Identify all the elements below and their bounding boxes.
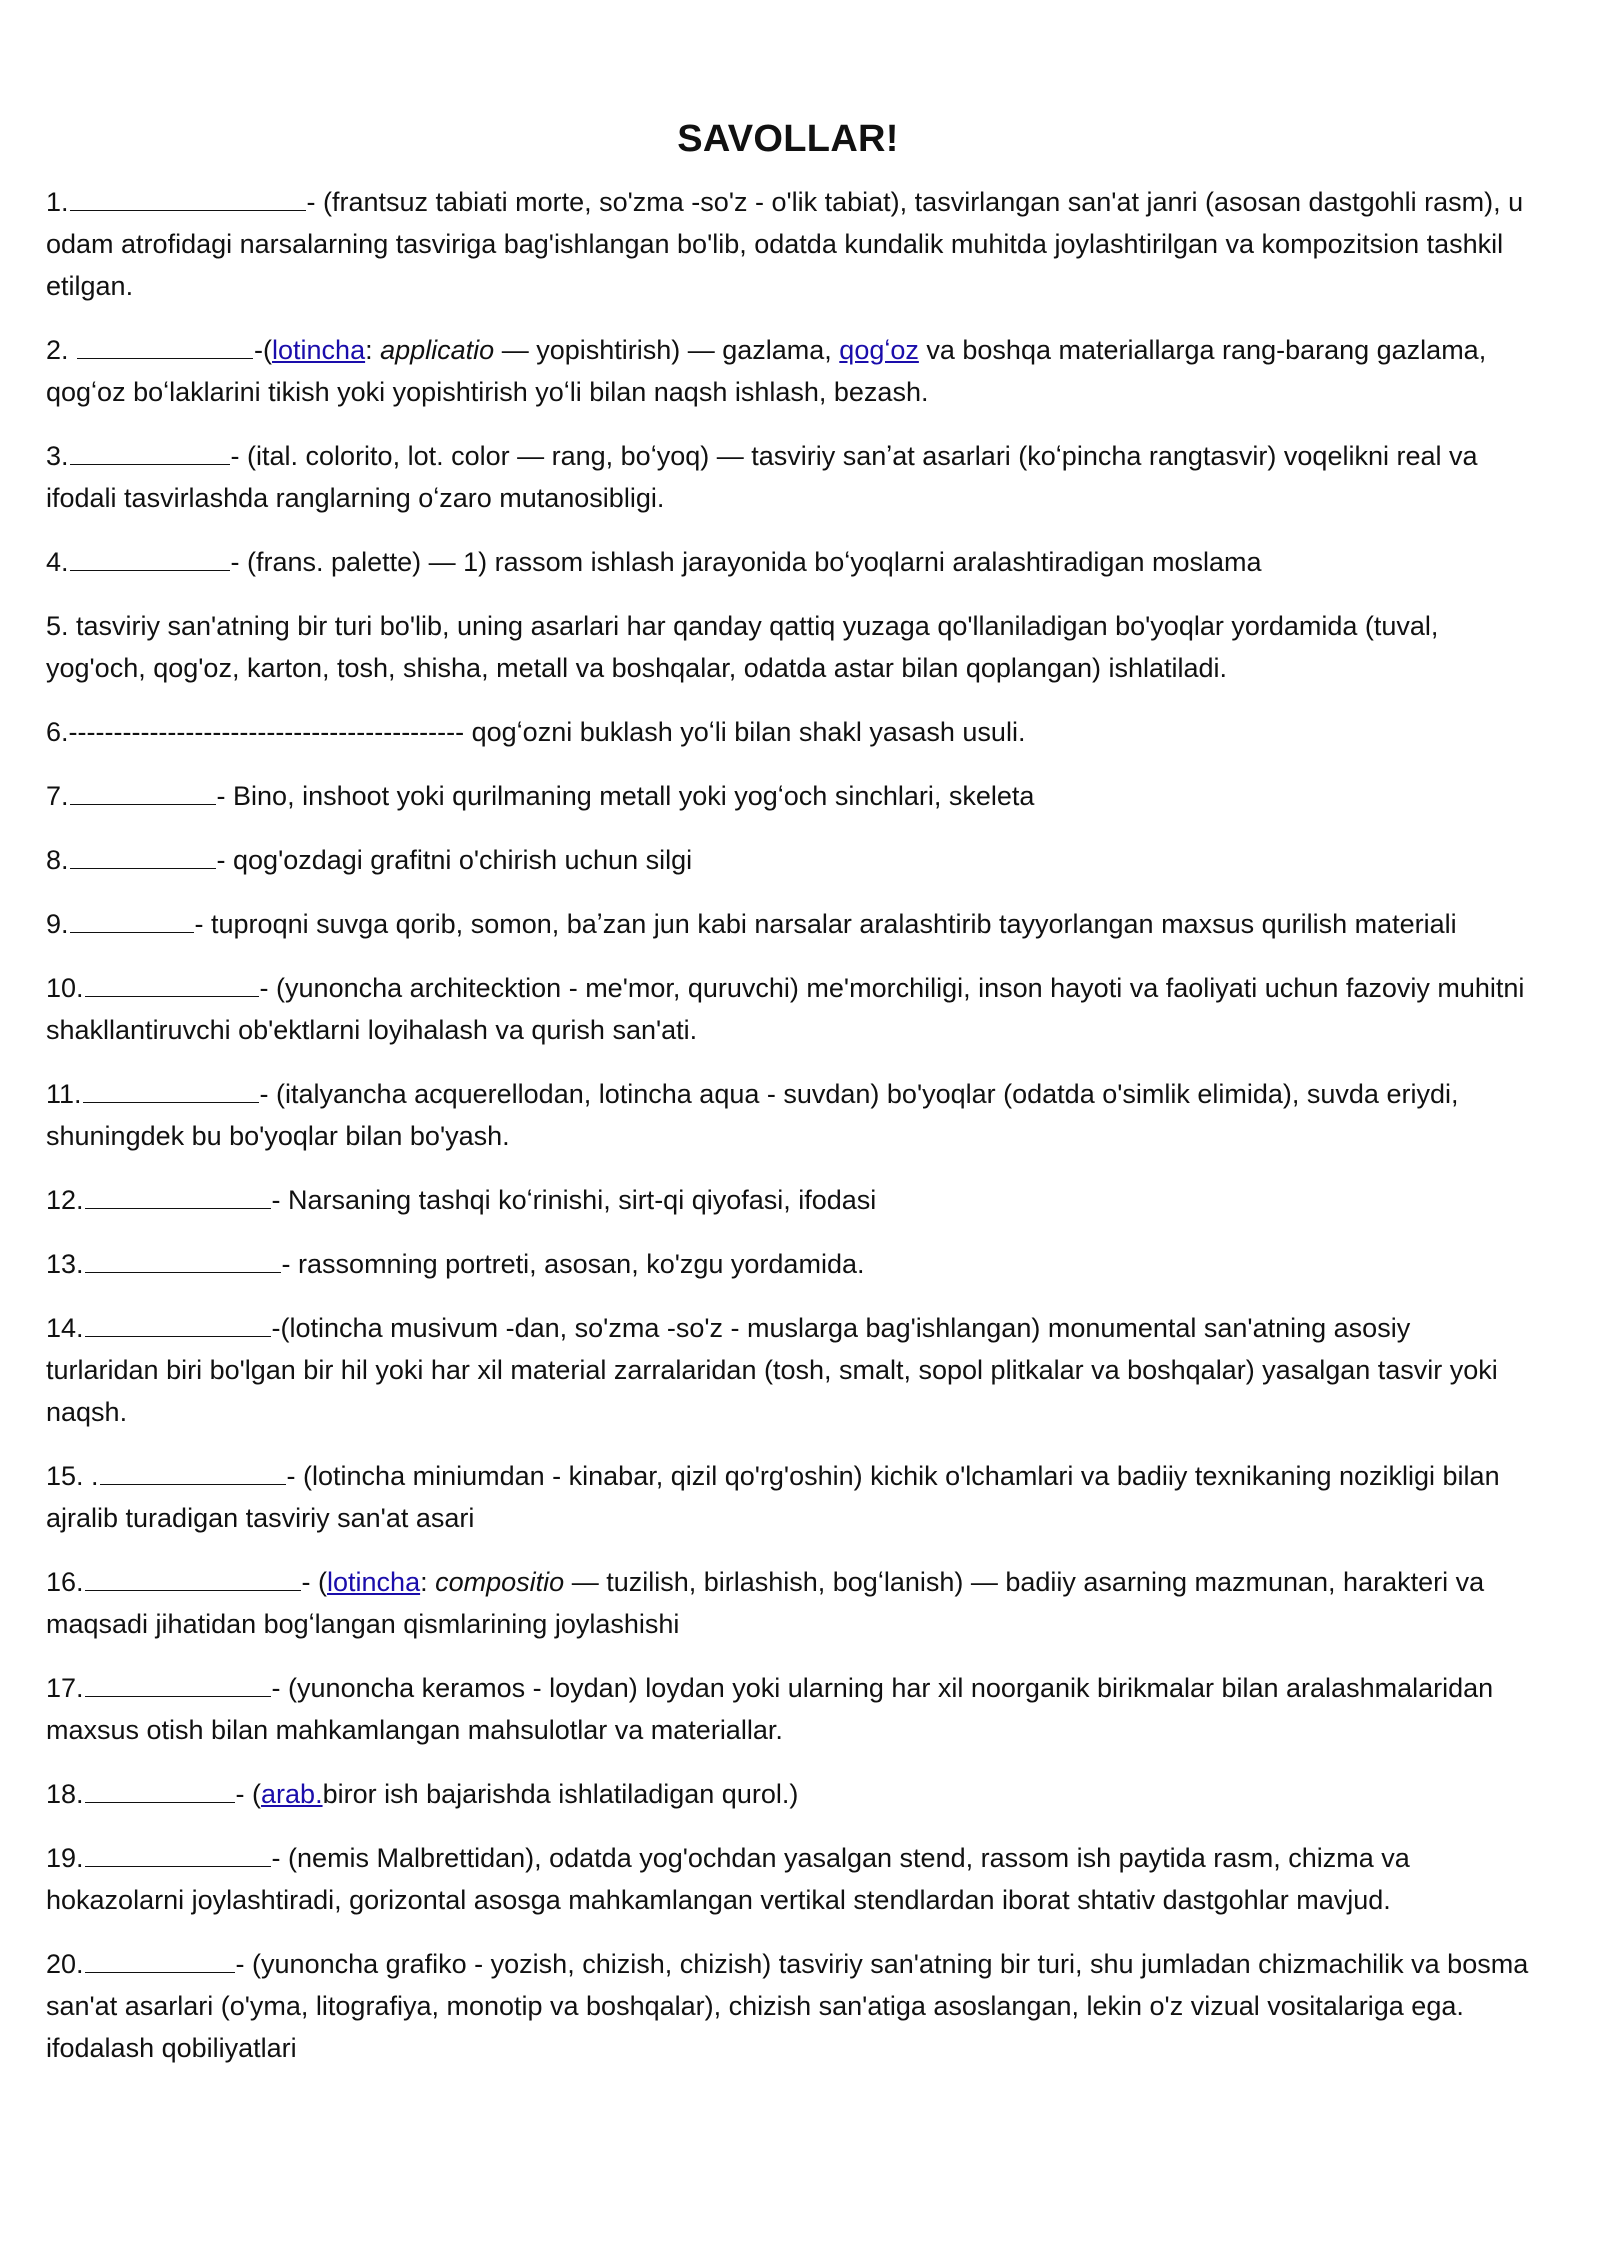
- answer-blank[interactable]: [85, 1561, 301, 1591]
- question-text: - (frans. palette) — 1) rassom ishlash jarayonida boʻyoqlarni aralashtiradigan moslama: [230, 547, 1262, 577]
- page-title: SAVOLLAR!: [677, 118, 899, 160]
- question-number: 8.: [46, 845, 69, 875]
- question-text: - (: [235, 1779, 262, 1809]
- answer-blank[interactable]: [85, 1243, 281, 1273]
- question-number: 17.: [46, 1673, 84, 1703]
- answer-blank[interactable]: [83, 1073, 259, 1103]
- question-text: — tuzilish, birlashish, bogʻlanish) — badiiy asarning mazmunan, harakteri va maqsadi jihatidan bogʻlangan qismlarining joylashishi: [46, 1567, 1485, 1639]
- question-text: - tuproqni suvga qorib, somon, baʼzan jun kabi narsalar aralashtirib tayyorlangan maxsus qurilish materiali: [194, 909, 1457, 939]
- question-text: :: [420, 1567, 436, 1597]
- answer-blank[interactable]: [70, 181, 306, 211]
- question-18: [46, 1773, 1530, 1815]
- question-number: 1.: [46, 187, 69, 217]
- question-2: [46, 329, 1530, 413]
- question-20: [46, 1943, 1530, 2069]
- question-text: - rassomning portreti, asosan, ko'zgu yordamida.: [281, 1249, 865, 1279]
- answer-blank[interactable]: [100, 1455, 286, 1485]
- question-number: 2.: [46, 335, 77, 365]
- answer-blank[interactable]: [70, 435, 230, 465]
- question-text: - (ital. colorito, lot. color — rang, boʻyoq) — tasviriy sanʼat asarlari (koʻpincha rangtasvir) voqelikni real va ifodali tasvirlashda ranglarning oʻzaro mutanosibligi.: [46, 441, 1478, 513]
- answer-blank[interactable]: [70, 541, 230, 571]
- question-number: 11.: [46, 1079, 82, 1109]
- lotincha-link[interactable]: lotincha: [272, 335, 366, 365]
- qogoz-link[interactable]: qogʻoz: [839, 335, 919, 365]
- question-11: [46, 1073, 1530, 1157]
- question-text: - (nemis Malbrettidan), odatda yog'ochdan yasalgan stend, rassom ish paytida rasm, chizma va hokazolarni joylashtiradi, gorizontal asosga mahkamlangan vertikal stendlardan iborat shtativ dastgohlar mavjud.: [46, 1843, 1410, 1915]
- lotincha-link[interactable]: lotincha: [327, 1567, 421, 1597]
- question-number: 16.: [46, 1567, 84, 1597]
- answer-blank[interactable]: [70, 839, 216, 869]
- question-number: 7.: [46, 781, 69, 811]
- question-15: [46, 1455, 1530, 1539]
- question-number: 4.: [46, 547, 69, 577]
- question-text: - qog'ozdagi grafitni o'chirish uchun silgi: [216, 845, 693, 875]
- question-number: 20.: [46, 1949, 84, 1979]
- question-number: 15. .: [46, 1461, 99, 1491]
- arab-link[interactable]: arab.: [261, 1779, 323, 1809]
- question-12: [46, 1179, 1530, 1221]
- answer-blank[interactable]: [85, 1773, 235, 1803]
- question-17: [46, 1667, 1530, 1751]
- question-13: [46, 1243, 1530, 1285]
- question-number: 9.: [46, 909, 69, 939]
- answer-blank[interactable]: [85, 1943, 235, 1973]
- question-6: [46, 711, 1530, 753]
- question-text: - (italyancha acquerellodan, lotincha aqua - suvdan) bo'yoqlar (odatda o'simlik elimida), suvda eriydi, shuningdek bu bo'yoqlar bilan bo'yash.: [46, 1079, 1459, 1151]
- question-number: 10.: [46, 973, 84, 1003]
- answer-blank[interactable]: [85, 967, 259, 997]
- question-5: [46, 605, 1530, 689]
- question-number: 19.: [46, 1843, 84, 1873]
- question-text: - (: [301, 1567, 328, 1597]
- question-9: [46, 903, 1530, 945]
- term-italic: compositio: [435, 1567, 565, 1597]
- question-number: 13.: [46, 1249, 84, 1279]
- question-number: 18.: [46, 1779, 84, 1809]
- question-text: - Narsaning tashqi koʻrinishi, sirt-qi qiyofasi, ifodasi: [271, 1185, 877, 1215]
- question-16: [46, 1561, 1530, 1645]
- answer-blank[interactable]: [85, 1667, 271, 1697]
- answer-blank[interactable]: [70, 903, 194, 933]
- answer-blank[interactable]: [77, 329, 253, 359]
- question-text: 6.-------------------------------------------- qogʻozni buklash yoʻli bilan shakl yasash usuli.: [46, 717, 1026, 747]
- question-text: - (frantsuz tabiati morte, so'zma -so'z - o'lik tabiat), tasvirlangan san'at janri (asosan dastgohli rasm), u odam atrofidagi narsalarning tasviriga bag'ishlangan bo'lib, odatda kundalik muhitda joylashtirilgan va kompozitsion tashkil etilgan.: [46, 187, 1524, 301]
- question-text: biror ish bajarishda ishlatiladigan qurol.): [322, 1779, 799, 1809]
- question-14: [46, 1307, 1530, 1433]
- question-text: -(lotincha musivum -dan, so'zma -so'z - muslarga bag'ishlangan) monumental san'atning asosiy turlaridan biri bo'lgan bir hil yoki har xil material zarralaridan (tosh, smalt, sopol plitkalar va boshqalar) yasalgan tasvir yoki naqsh.: [46, 1313, 1498, 1427]
- question-text: — yopishtirish) — gazlama,: [494, 335, 840, 365]
- question-8: [46, 839, 1530, 881]
- question-text: 5. tasviriy san'atning bir turi bo'lib, uning asarlari har qanday qattiq yuzaga qo'llaniladigan bo'yoqlar yordamida (tuval, yog'och, qog'oz, karton, tosh, shisha, metall va boshqalar, odatda astar bilan qoplangan) ishlatiladi.: [46, 611, 1439, 683]
- question-text: - Bino, inshoot yoki qurilmaning metall yoki yogʻoch sinchlari, skeleta: [216, 781, 1035, 811]
- answer-blank[interactable]: [85, 1307, 271, 1337]
- question-text: - (lotincha miniumdan - kinabar, qizil qo'rg'oshin) kichik o'lchamlari va badiiy texnikaning nozikligi bilan ajralib turadigan tasviriy san'at asari: [46, 1461, 1500, 1533]
- question-10: [46, 967, 1530, 1051]
- question-text: - (yunoncha keramos - loydan) loydan yoki ularning har xil noorganik birikmalar bilan aralashmalaridan maxsus otish bilan mahkamlangan mahsulotlar va materiallar.: [46, 1673, 1494, 1745]
- answer-blank[interactable]: [85, 1837, 271, 1867]
- question-text: - (yunoncha architecktion - me'mor, quruvchi) me'morchiligi, inson hayoti va faoliyati uchun fazoviy muhitni shakllantiruvchi ob'ektlarni loyihalash va qurish san'ati.: [46, 973, 1525, 1045]
- question-3: [46, 435, 1530, 519]
- question-number: 14.: [46, 1313, 84, 1343]
- question-text: va boshqa materiallarga rang-barang gazlama, qogʻoz boʻlaklarini tikish yoki yopishtirish yoʻli bilan naqsh ishlash, bezash.: [46, 335, 1487, 407]
- question-1: [46, 181, 1530, 307]
- question-text: -(: [254, 335, 273, 365]
- question-text: - (yunoncha grafiko - yozish, chizish, chizish) tasviriy san'atning bir turi, shu jumladan chizmachilik va bosma san'at asarlari (o'yma, litografiya, monotip va boshqalar), chizish san'atiga asoslangan, lekin o'z vizual vositalariga ega. ifodalash qobiliyatlari: [46, 1949, 1529, 2063]
- question-text: :: [365, 335, 381, 365]
- question-19: [46, 1837, 1530, 1921]
- answer-blank[interactable]: [85, 1179, 271, 1209]
- question-number: 12.: [46, 1185, 84, 1215]
- term-italic: applicatio: [380, 335, 495, 365]
- question-number: 3.: [46, 441, 69, 471]
- answer-blank[interactable]: [70, 775, 216, 805]
- question-7: [46, 775, 1530, 817]
- question-4: [46, 541, 1530, 583]
